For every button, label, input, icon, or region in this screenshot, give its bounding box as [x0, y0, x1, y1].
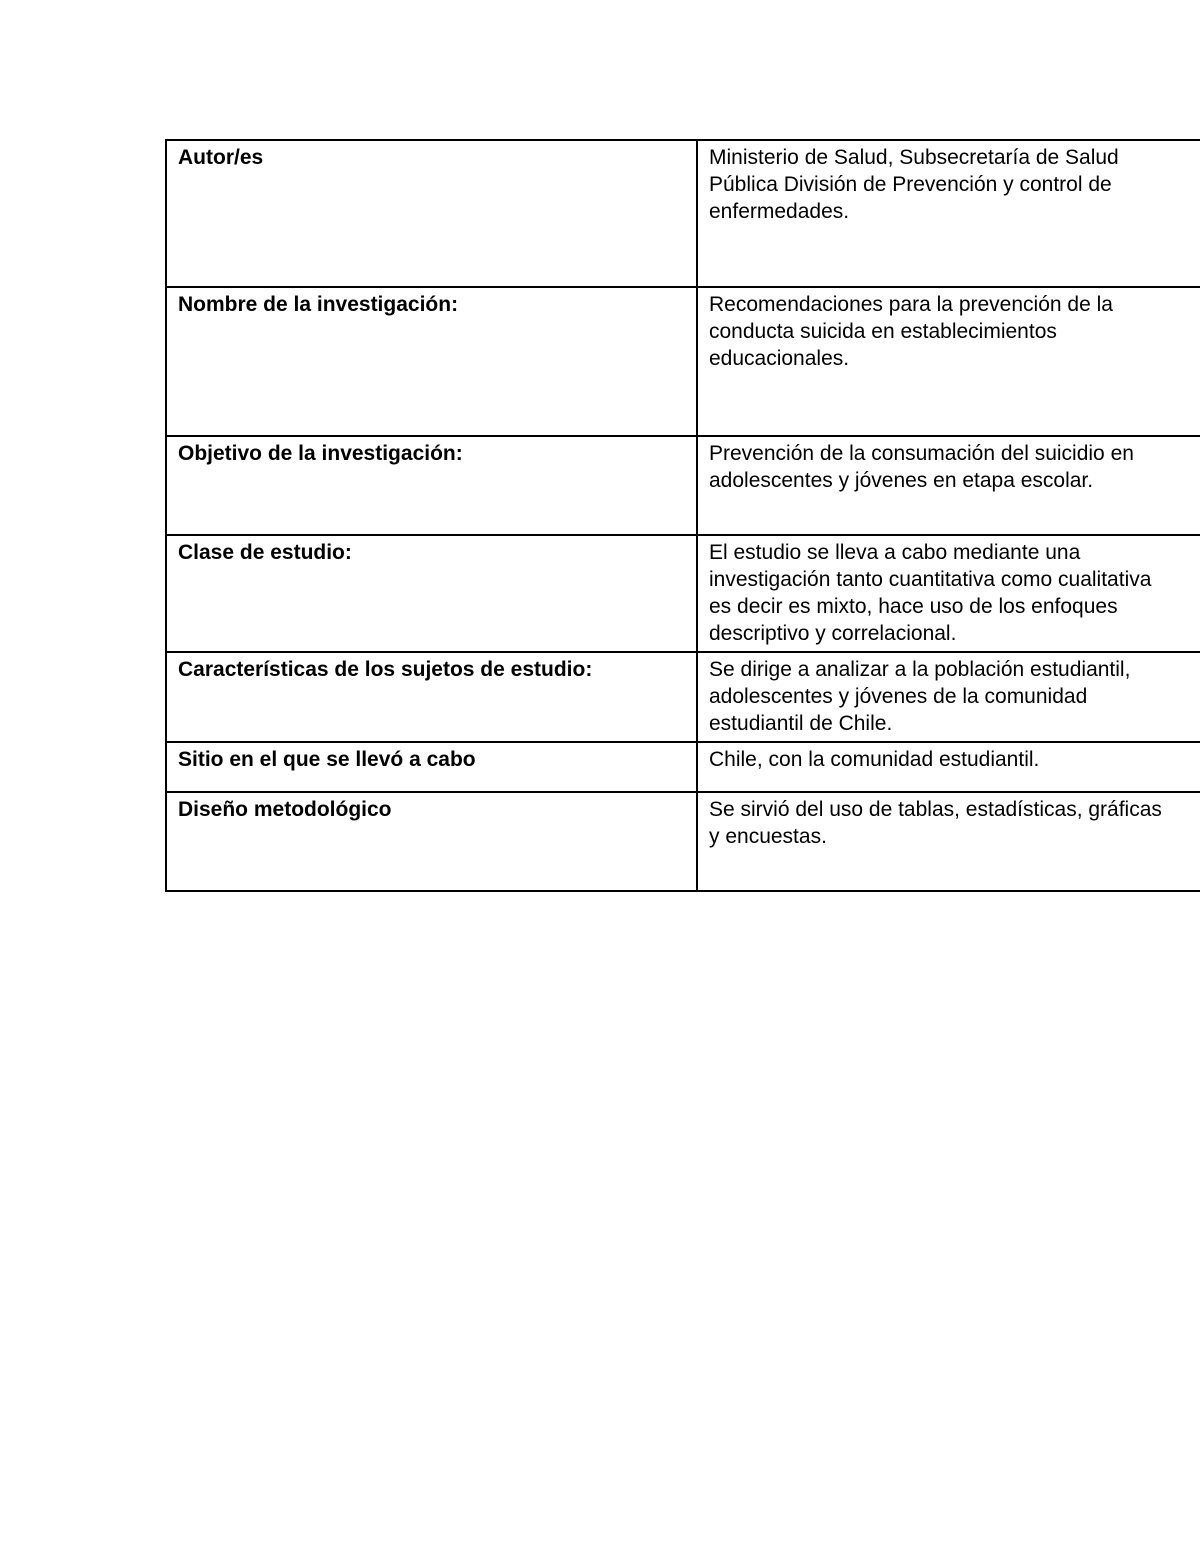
table-row [166, 436, 1200, 535]
row-value-text: Se sirvió del uso de tablas, estadísticas, gráficas y encuestas. [709, 798, 1162, 848]
row-value-autores [697, 140, 1200, 287]
row-label-diseno: Diseño metodológico [166, 792, 697, 891]
table-row [166, 652, 1200, 742]
row-value-objetivo [697, 436, 1200, 535]
table-row [166, 140, 1200, 287]
row-value-text: Se dirige a analizar a la población estudiantil, adolescentes y jóvenes de la comunidad estudiantil de Chile. [709, 658, 1131, 735]
table-row [166, 287, 1200, 436]
row-value-clase [697, 535, 1200, 652]
row-label-clase: Clase de estudio: [166, 535, 697, 652]
row-value-diseno [697, 792, 1200, 891]
row-value-text: Prevención de la consumación del suicidio en adolescentes y jóvenes en etapa escolar. [709, 442, 1134, 492]
row-value-sitio [697, 742, 1200, 792]
row-label-objetivo: Objetivo de la investigación: [166, 436, 697, 535]
row-value-nombre [697, 287, 1200, 436]
row-value-text: Ministerio de Salud, Subsecretaría de Salud Pública División de Prevención y control de enfermedades. [709, 146, 1119, 223]
research-summary-table [165, 139, 1200, 892]
row-value-text: Recomendaciones para la prevención de la conducta suicida en establecimientos educacionales. [709, 293, 1113, 370]
table-row [166, 792, 1200, 891]
row-label-sitio: Sitio en el que se llevó a cabo [166, 742, 697, 792]
table-row [166, 535, 1200, 652]
row-value-text: El estudio se lleva a cabo mediante una investigación tanto cuantitativa como cualitativa es decir es mixto, hace uso de los enfoques descriptivo y correlacional. [709, 541, 1152, 645]
row-value-text: Chile, con la comunidad estudiantil. [709, 748, 1040, 771]
row-label-autores: Autor/es [166, 140, 697, 287]
row-label-nombre: Nombre de la investigación: [166, 287, 697, 436]
row-value-caracteristicas [697, 652, 1200, 742]
table-row [166, 742, 1200, 792]
row-label-caracteristicas: Características de los sujetos de estudio: [166, 652, 697, 742]
